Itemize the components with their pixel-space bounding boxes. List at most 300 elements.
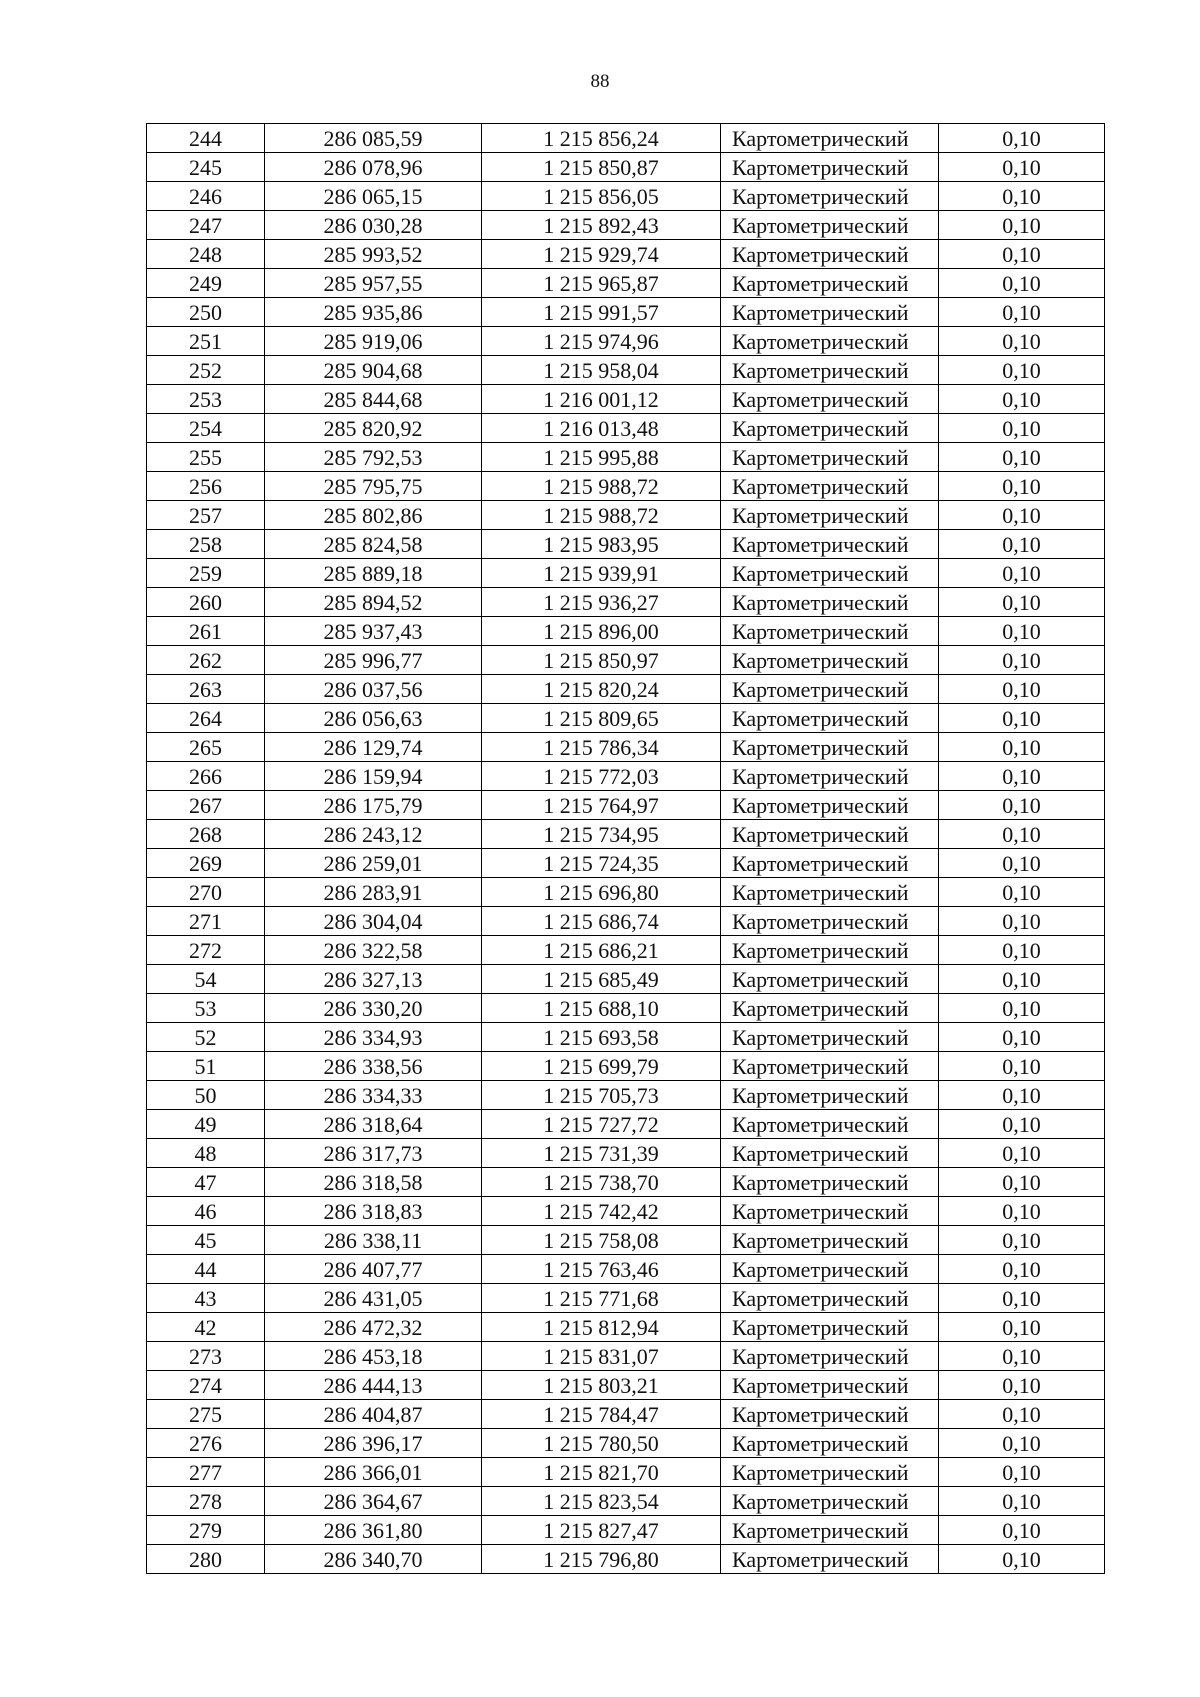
table-row <box>147 1487 1105 1516</box>
point-number-cell: 51 <box>147 1052 265 1081</box>
y-coordinate-cell: 1 215 763,46 <box>482 1255 721 1284</box>
y-coordinate-cell: 1 215 758,08 <box>482 1226 721 1255</box>
accuracy-cell: 0,10 <box>939 1023 1105 1052</box>
y-coordinate-cell: 1 215 786,34 <box>482 733 721 762</box>
point-number-cell: 276 <box>147 1429 265 1458</box>
accuracy-cell: 0,10 <box>939 907 1105 936</box>
table-row <box>147 1052 1105 1081</box>
y-coordinate-cell: 1 215 686,74 <box>482 907 721 936</box>
x-coordinate-cell: 286 366,01 <box>265 1458 482 1487</box>
point-number-cell: 254 <box>147 414 265 443</box>
method-cell: Картометрический <box>721 240 939 269</box>
x-coordinate-cell: 286 322,58 <box>265 936 482 965</box>
y-coordinate-cell: 1 215 796,80 <box>482 1545 721 1574</box>
accuracy-cell: 0,10 <box>939 878 1105 907</box>
x-coordinate-cell: 285 993,52 <box>265 240 482 269</box>
y-coordinate-cell: 1 215 686,21 <box>482 936 721 965</box>
x-coordinate-cell: 286 318,64 <box>265 1110 482 1139</box>
point-number-cell: 48 <box>147 1139 265 1168</box>
point-number-cell: 53 <box>147 994 265 1023</box>
y-coordinate-cell: 1 215 784,47 <box>482 1400 721 1429</box>
table-row <box>147 1458 1105 1487</box>
y-coordinate-cell: 1 215 693,58 <box>482 1023 721 1052</box>
method-cell: Картометрический <box>721 1139 939 1168</box>
x-coordinate-cell: 285 802,86 <box>265 501 482 530</box>
y-coordinate-cell: 1 215 688,10 <box>482 994 721 1023</box>
point-number-cell: 245 <box>147 153 265 182</box>
point-number-cell: 262 <box>147 646 265 675</box>
y-coordinate-cell: 1 215 731,39 <box>482 1139 721 1168</box>
method-cell: Картометрический <box>721 530 939 559</box>
y-coordinate-cell: 1 215 856,05 <box>482 182 721 211</box>
y-coordinate-cell: 1 215 983,95 <box>482 530 721 559</box>
accuracy-cell: 0,10 <box>939 1545 1105 1574</box>
point-number-cell: 253 <box>147 385 265 414</box>
table-row <box>147 153 1105 182</box>
point-number-cell: 267 <box>147 791 265 820</box>
table-row <box>147 240 1105 269</box>
x-coordinate-cell: 286 330,20 <box>265 994 482 1023</box>
y-coordinate-cell: 1 215 988,72 <box>482 501 721 530</box>
accuracy-cell: 0,10 <box>939 1487 1105 1516</box>
x-coordinate-cell: 286 361,80 <box>265 1516 482 1545</box>
table-row <box>147 269 1105 298</box>
table-row <box>147 1429 1105 1458</box>
table-row <box>147 298 1105 327</box>
x-coordinate-cell: 286 338,56 <box>265 1052 482 1081</box>
x-coordinate-cell: 286 259,01 <box>265 849 482 878</box>
table-row <box>147 907 1105 936</box>
accuracy-cell: 0,10 <box>939 849 1105 878</box>
table-row <box>147 1284 1105 1313</box>
point-number-cell: 264 <box>147 704 265 733</box>
table-row <box>147 1197 1105 1226</box>
x-coordinate-cell: 286 056,63 <box>265 704 482 733</box>
x-coordinate-cell: 286 472,32 <box>265 1313 482 1342</box>
point-number-cell: 269 <box>147 849 265 878</box>
method-cell: Картометрический <box>721 211 939 240</box>
point-number-cell: 42 <box>147 1313 265 1342</box>
x-coordinate-cell: 286 283,91 <box>265 878 482 907</box>
point-number-cell: 277 <box>147 1458 265 1487</box>
accuracy-cell: 0,10 <box>939 675 1105 704</box>
method-cell: Картометрический <box>721 1255 939 1284</box>
y-coordinate-cell: 1 215 771,68 <box>482 1284 721 1313</box>
x-coordinate-cell: 286 304,04 <box>265 907 482 936</box>
x-coordinate-cell: 285 820,92 <box>265 414 482 443</box>
table-row <box>147 965 1105 994</box>
accuracy-cell: 0,10 <box>939 646 1105 675</box>
table-row <box>147 1110 1105 1139</box>
y-coordinate-cell: 1 215 929,74 <box>482 240 721 269</box>
x-coordinate-cell: 285 935,86 <box>265 298 482 327</box>
x-coordinate-cell: 286 085,59 <box>265 124 482 153</box>
point-number-cell: 45 <box>147 1226 265 1255</box>
method-cell: Картометрический <box>721 1516 939 1545</box>
method-cell: Картометрический <box>721 849 939 878</box>
y-coordinate-cell: 1 215 892,43 <box>482 211 721 240</box>
y-coordinate-cell: 1 215 850,87 <box>482 153 721 182</box>
accuracy-cell: 0,10 <box>939 1313 1105 1342</box>
point-number-cell: 268 <box>147 820 265 849</box>
y-coordinate-cell: 1 215 974,96 <box>482 327 721 356</box>
method-cell: Картометрический <box>721 762 939 791</box>
accuracy-cell: 0,10 <box>939 327 1105 356</box>
accuracy-cell: 0,10 <box>939 617 1105 646</box>
table-row <box>147 1255 1105 1284</box>
x-coordinate-cell: 285 889,18 <box>265 559 482 588</box>
point-number-cell: 247 <box>147 211 265 240</box>
point-number-cell: 52 <box>147 1023 265 1052</box>
x-coordinate-cell: 285 824,58 <box>265 530 482 559</box>
y-coordinate-cell: 1 215 995,88 <box>482 443 721 472</box>
accuracy-cell: 0,10 <box>939 240 1105 269</box>
x-coordinate-cell: 286 444,13 <box>265 1371 482 1400</box>
table-row <box>147 849 1105 878</box>
x-coordinate-cell: 286 364,67 <box>265 1487 482 1516</box>
y-coordinate-cell: 1 215 772,03 <box>482 762 721 791</box>
method-cell: Картометрический <box>721 1371 939 1400</box>
method-cell: Картометрический <box>721 820 939 849</box>
x-coordinate-cell: 286 327,13 <box>265 965 482 994</box>
y-coordinate-cell: 1 215 820,24 <box>482 675 721 704</box>
x-coordinate-cell: 286 396,17 <box>265 1429 482 1458</box>
accuracy-cell: 0,10 <box>939 994 1105 1023</box>
coordinates-table-body <box>147 124 1105 1574</box>
table-row <box>147 559 1105 588</box>
coordinates-table <box>146 123 1105 1574</box>
point-number-cell: 256 <box>147 472 265 501</box>
x-coordinate-cell: 286 340,70 <box>265 1545 482 1574</box>
method-cell: Картометрический <box>721 936 939 965</box>
accuracy-cell: 0,10 <box>939 298 1105 327</box>
y-coordinate-cell: 1 215 856,24 <box>482 124 721 153</box>
method-cell: Картометрический <box>721 1081 939 1110</box>
x-coordinate-cell: 285 957,55 <box>265 269 482 298</box>
x-coordinate-cell: 286 407,77 <box>265 1255 482 1284</box>
method-cell: Картометрический <box>721 298 939 327</box>
accuracy-cell: 0,10 <box>939 1284 1105 1313</box>
x-coordinate-cell: 286 338,11 <box>265 1226 482 1255</box>
y-coordinate-cell: 1 215 685,49 <box>482 965 721 994</box>
x-coordinate-cell: 285 844,68 <box>265 385 482 414</box>
method-cell: Картометрический <box>721 617 939 646</box>
table-row <box>147 385 1105 414</box>
table-row <box>147 1081 1105 1110</box>
accuracy-cell: 0,10 <box>939 1516 1105 1545</box>
table-row <box>147 414 1105 443</box>
method-cell: Картометрический <box>721 501 939 530</box>
accuracy-cell: 0,10 <box>939 820 1105 849</box>
table-row <box>147 356 1105 385</box>
table-row <box>147 124 1105 153</box>
method-cell: Картометрический <box>721 153 939 182</box>
point-number-cell: 261 <box>147 617 265 646</box>
point-number-cell: 46 <box>147 1197 265 1226</box>
accuracy-cell: 0,10 <box>939 559 1105 588</box>
point-number-cell: 275 <box>147 1400 265 1429</box>
accuracy-cell: 0,10 <box>939 704 1105 733</box>
y-coordinate-cell: 1 215 812,94 <box>482 1313 721 1342</box>
y-coordinate-cell: 1 215 738,70 <box>482 1168 721 1197</box>
point-number-cell: 54 <box>147 965 265 994</box>
x-coordinate-cell: 286 030,28 <box>265 211 482 240</box>
method-cell: Картометрический <box>721 878 939 907</box>
x-coordinate-cell: 286 334,33 <box>265 1081 482 1110</box>
method-cell: Картометрический <box>721 733 939 762</box>
y-coordinate-cell: 1 215 727,72 <box>482 1110 721 1139</box>
accuracy-cell: 0,10 <box>939 1255 1105 1284</box>
method-cell: Картометрический <box>721 1342 939 1371</box>
method-cell: Картометрический <box>721 1023 939 1052</box>
x-coordinate-cell: 285 937,43 <box>265 617 482 646</box>
y-coordinate-cell: 1 215 939,91 <box>482 559 721 588</box>
table-row <box>147 1516 1105 1545</box>
table-row <box>147 733 1105 762</box>
y-coordinate-cell: 1 215 809,65 <box>482 704 721 733</box>
x-coordinate-cell: 285 894,52 <box>265 588 482 617</box>
method-cell: Картометрический <box>721 791 939 820</box>
y-coordinate-cell: 1 216 013,48 <box>482 414 721 443</box>
table-row <box>147 762 1105 791</box>
y-coordinate-cell: 1 215 823,54 <box>482 1487 721 1516</box>
x-coordinate-cell: 286 404,87 <box>265 1400 482 1429</box>
method-cell: Картометрический <box>721 1400 939 1429</box>
x-coordinate-cell: 285 795,75 <box>265 472 482 501</box>
x-coordinate-cell: 286 037,56 <box>265 675 482 704</box>
y-coordinate-cell: 1 215 965,87 <box>482 269 721 298</box>
table-row <box>147 1023 1105 1052</box>
accuracy-cell: 0,10 <box>939 733 1105 762</box>
y-coordinate-cell: 1 215 699,79 <box>482 1052 721 1081</box>
y-coordinate-cell: 1 215 850,97 <box>482 646 721 675</box>
table-row <box>147 1400 1105 1429</box>
point-number-cell: 47 <box>147 1168 265 1197</box>
y-coordinate-cell: 1 215 780,50 <box>482 1429 721 1458</box>
y-coordinate-cell: 1 215 734,95 <box>482 820 721 849</box>
x-coordinate-cell: 286 318,83 <box>265 1197 482 1226</box>
point-number-cell: 279 <box>147 1516 265 1545</box>
method-cell: Картометрический <box>721 559 939 588</box>
table-row <box>147 327 1105 356</box>
accuracy-cell: 0,10 <box>939 269 1105 298</box>
table-row <box>147 994 1105 1023</box>
method-cell: Картометрический <box>721 1545 939 1574</box>
point-number-cell: 274 <box>147 1371 265 1400</box>
method-cell: Картометрический <box>721 994 939 1023</box>
x-coordinate-cell: 285 919,06 <box>265 327 482 356</box>
accuracy-cell: 0,10 <box>939 1342 1105 1371</box>
table-row <box>147 1371 1105 1400</box>
method-cell: Картометрический <box>721 1487 939 1516</box>
y-coordinate-cell: 1 215 803,21 <box>482 1371 721 1400</box>
x-coordinate-cell: 286 078,96 <box>265 153 482 182</box>
method-cell: Картометрический <box>721 269 939 298</box>
x-coordinate-cell: 286 317,73 <box>265 1139 482 1168</box>
point-number-cell: 43 <box>147 1284 265 1313</box>
method-cell: Картометрический <box>721 675 939 704</box>
page-number: 88 <box>590 71 610 92</box>
table-row <box>147 182 1105 211</box>
x-coordinate-cell: 286 159,94 <box>265 762 482 791</box>
accuracy-cell: 0,10 <box>939 791 1105 820</box>
y-coordinate-cell: 1 215 958,04 <box>482 356 721 385</box>
x-coordinate-cell: 286 318,58 <box>265 1168 482 1197</box>
x-coordinate-cell: 286 243,12 <box>265 820 482 849</box>
point-number-cell: 259 <box>147 559 265 588</box>
y-coordinate-cell: 1 215 742,42 <box>482 1197 721 1226</box>
method-cell: Картометрический <box>721 1197 939 1226</box>
y-coordinate-cell: 1 215 991,57 <box>482 298 721 327</box>
accuracy-cell: 0,10 <box>939 153 1105 182</box>
table-row <box>147 1226 1105 1255</box>
table-row <box>147 675 1105 704</box>
table-row <box>147 1342 1105 1371</box>
method-cell: Картометрический <box>721 965 939 994</box>
method-cell: Картометрический <box>721 646 939 675</box>
x-coordinate-cell: 286 334,93 <box>265 1023 482 1052</box>
y-coordinate-cell: 1 215 724,35 <box>482 849 721 878</box>
table-row <box>147 791 1105 820</box>
y-coordinate-cell: 1 215 705,73 <box>482 1081 721 1110</box>
y-coordinate-cell: 1 215 764,97 <box>482 791 721 820</box>
method-cell: Картометрический <box>721 124 939 153</box>
method-cell: Картометрический <box>721 1429 939 1458</box>
accuracy-cell: 0,10 <box>939 182 1105 211</box>
y-coordinate-cell: 1 215 696,80 <box>482 878 721 907</box>
x-coordinate-cell: 285 904,68 <box>265 356 482 385</box>
method-cell: Картометрический <box>721 385 939 414</box>
point-number-cell: 244 <box>147 124 265 153</box>
table-row <box>147 820 1105 849</box>
accuracy-cell: 0,10 <box>939 414 1105 443</box>
accuracy-cell: 0,10 <box>939 1197 1105 1226</box>
table-row <box>147 472 1105 501</box>
table-row <box>147 1313 1105 1342</box>
point-number-cell: 248 <box>147 240 265 269</box>
y-coordinate-cell: 1 216 001,12 <box>482 385 721 414</box>
point-number-cell: 263 <box>147 675 265 704</box>
table-row <box>147 1545 1105 1574</box>
point-number-cell: 270 <box>147 878 265 907</box>
method-cell: Картометрический <box>721 1284 939 1313</box>
point-number-cell: 44 <box>147 1255 265 1284</box>
x-coordinate-cell: 286 129,74 <box>265 733 482 762</box>
accuracy-cell: 0,10 <box>939 443 1105 472</box>
x-coordinate-cell: 286 453,18 <box>265 1342 482 1371</box>
accuracy-cell: 0,10 <box>939 762 1105 791</box>
point-number-cell: 249 <box>147 269 265 298</box>
point-number-cell: 258 <box>147 530 265 559</box>
table-row <box>147 530 1105 559</box>
table-row <box>147 1168 1105 1197</box>
accuracy-cell: 0,10 <box>939 356 1105 385</box>
table-row <box>147 704 1105 733</box>
point-number-cell: 49 <box>147 1110 265 1139</box>
accuracy-cell: 0,10 <box>939 588 1105 617</box>
point-number-cell: 272 <box>147 936 265 965</box>
point-number-cell: 251 <box>147 327 265 356</box>
accuracy-cell: 0,10 <box>939 1168 1105 1197</box>
point-number-cell: 278 <box>147 1487 265 1516</box>
method-cell: Картометрический <box>721 1313 939 1342</box>
x-coordinate-cell: 286 431,05 <box>265 1284 482 1313</box>
accuracy-cell: 0,10 <box>939 501 1105 530</box>
accuracy-cell: 0,10 <box>939 1081 1105 1110</box>
accuracy-cell: 0,10 <box>939 1139 1105 1168</box>
method-cell: Картометрический <box>721 1168 939 1197</box>
method-cell: Картометрический <box>721 1458 939 1487</box>
method-cell: Картометрический <box>721 704 939 733</box>
point-number-cell: 273 <box>147 1342 265 1371</box>
method-cell: Картометрический <box>721 1052 939 1081</box>
x-coordinate-cell: 285 996,77 <box>265 646 482 675</box>
accuracy-cell: 0,10 <box>939 211 1105 240</box>
accuracy-cell: 0,10 <box>939 1400 1105 1429</box>
accuracy-cell: 0,10 <box>939 1110 1105 1139</box>
table-row <box>147 501 1105 530</box>
point-number-cell: 255 <box>147 443 265 472</box>
accuracy-cell: 0,10 <box>939 936 1105 965</box>
method-cell: Картометрический <box>721 588 939 617</box>
point-number-cell: 246 <box>147 182 265 211</box>
y-coordinate-cell: 1 215 821,70 <box>482 1458 721 1487</box>
table-row <box>147 588 1105 617</box>
point-number-cell: 280 <box>147 1545 265 1574</box>
method-cell: Картометрический <box>721 182 939 211</box>
method-cell: Картометрический <box>721 472 939 501</box>
accuracy-cell: 0,10 <box>939 1371 1105 1400</box>
accuracy-cell: 0,10 <box>939 1429 1105 1458</box>
point-number-cell: 50 <box>147 1081 265 1110</box>
method-cell: Картометрический <box>721 443 939 472</box>
point-number-cell: 257 <box>147 501 265 530</box>
point-number-cell: 260 <box>147 588 265 617</box>
method-cell: Картометрический <box>721 356 939 385</box>
x-coordinate-cell: 286 065,15 <box>265 182 482 211</box>
table-row <box>147 646 1105 675</box>
accuracy-cell: 0,10 <box>939 124 1105 153</box>
table-row <box>147 878 1105 907</box>
accuracy-cell: 0,10 <box>939 965 1105 994</box>
table-row <box>147 211 1105 240</box>
table-row <box>147 617 1105 646</box>
point-number-cell: 250 <box>147 298 265 327</box>
accuracy-cell: 0,10 <box>939 1458 1105 1487</box>
y-coordinate-cell: 1 215 827,47 <box>482 1516 721 1545</box>
point-number-cell: 252 <box>147 356 265 385</box>
accuracy-cell: 0,10 <box>939 1226 1105 1255</box>
method-cell: Картометрический <box>721 1110 939 1139</box>
point-number-cell: 271 <box>147 907 265 936</box>
y-coordinate-cell: 1 215 831,07 <box>482 1342 721 1371</box>
y-coordinate-cell: 1 215 936,27 <box>482 588 721 617</box>
accuracy-cell: 0,10 <box>939 530 1105 559</box>
y-coordinate-cell: 1 215 988,72 <box>482 472 721 501</box>
table-row <box>147 443 1105 472</box>
table-row <box>147 1139 1105 1168</box>
point-number-cell: 265 <box>147 733 265 762</box>
accuracy-cell: 0,10 <box>939 385 1105 414</box>
accuracy-cell: 0,10 <box>939 1052 1105 1081</box>
table-row <box>147 936 1105 965</box>
method-cell: Картометрический <box>721 907 939 936</box>
point-number-cell: 266 <box>147 762 265 791</box>
x-coordinate-cell: 286 175,79 <box>265 791 482 820</box>
method-cell: Картометрический <box>721 1226 939 1255</box>
y-coordinate-cell: 1 215 896,00 <box>482 617 721 646</box>
accuracy-cell: 0,10 <box>939 472 1105 501</box>
